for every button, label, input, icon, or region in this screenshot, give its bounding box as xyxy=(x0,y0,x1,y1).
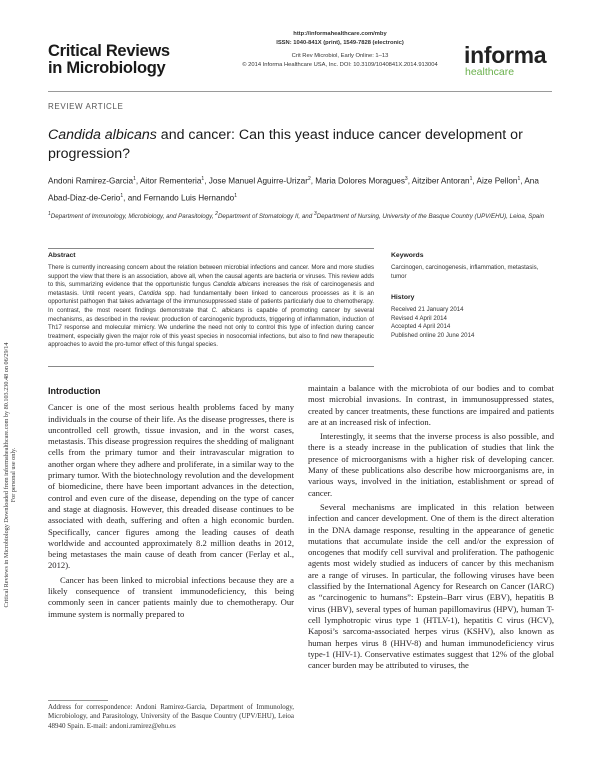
correspondence-address: Address for correspondence: Andoni Ramirez-Garcia, Department of Immunology, Microbiology, and Parasitology, University of the Basque Country (UPV/EHU), Leioa 48940 Spain. E-mail: andoni.ramirez@ehu.es xyxy=(48,703,294,730)
informa-logo xyxy=(464,44,554,78)
publisher-name: informa xyxy=(464,42,547,68)
keywords-heading: Keywords xyxy=(391,252,424,259)
publisher-sub: healthcare xyxy=(465,66,515,78)
journal-name xyxy=(48,43,170,77)
abstract-heading: Abstract xyxy=(48,252,76,259)
issn: ISSN: 1040-841X (print), 1549-7828 (electronic) xyxy=(276,40,404,46)
body-paragraph: Cancer is one of the most serious health problems faced by many individuals in the course of their life. As the disease progresses, there is uncontrolled cell growth, tissue invasion, and in the worst cases, metastasis. This disease progression requires the shedding of malignant cells from the primary tumor and their intravascular migration to another organ where they adhere and proliferate, in a similar way to the primary tumor. With the biotechnology revolution and the development of biomedicine, there have been important advances in the detection, control and even cure of the disease, depending on the type of cancer and stage at diagnosis. However, this dreaded disease continues to be associated with death, suffering and often a high economic burden. Specifically, cancer figures among the leading causes of death worldwide and accounted approximately 8.2 million deaths in 2012, being metastases the main cause of death from cancer (Ferlay et al., 2012). xyxy=(48,402,294,571)
publication-metadata xyxy=(240,30,440,70)
body-paragraph: Several mechanisms are implicated in this relation between infection and cancer development. One of them is the direct alteration in the DNA damage response, resulting in the appearance of genetic mutations that accumulate inside the cell and/or the expression of oncogenes that modify cell survival and proliferation. The pathogenic agents most widely studied as inducers of cancer by this mechanism are a range of viruses. In particular, the following viruses have been classified by the International Agency for Research on Cancer (IARC) as “carcinogenic to humans”: Epstein–Barr virus (EBV), hepatitis B virus (HBV), several types of human papillomavirus (HPV), human T-cell lymphotropic virus type 1 (HTLV-1), hepatitis C virus (HCV), Kaposi’s sarcoma-associated herpes virus (KSHV), also known as human herpes virus 8 (HHV-8) and human immunodeficiency virus type-1 (HIV-1). Conservative estimates suggest that 12% of the global cancer burden may be attributed to viruses, the xyxy=(308,501,554,671)
journal-url[interactable]: http://informahealthcare.com/mby xyxy=(293,31,387,37)
body-paragraph: Cancer has been linked to microbial infections because they are a likely consequence of transient immunodeficiency, this being commonly seen in cancer patients mainly due to chemotherapy. Our immune system is normally prepared to xyxy=(48,574,294,619)
title-species: Candida albicans xyxy=(48,127,157,143)
body-column-right xyxy=(308,383,554,671)
body-paragraph: maintain a balance with the microbiota of our bodies and to combat most microbial invasions. In contrast, in immunosuppressed states, created by cancer treatments, these functions are impaired and patients are at an increased risk of infection. xyxy=(308,383,554,427)
intro-heading: Introduction xyxy=(48,386,101,396)
history-revised: Revised 4 April 2014 xyxy=(391,314,447,322)
author-list: Andoni Ramirez-Garcia$^1$, Aitor Rementeria$^1$, Jose Manuel Aguirre-Urizar$^2$, Maria Dolores Moragues$^3$, Aitziber Antoran$^1$, Aize Pellon$^1$, Ana Abad-Diaz-de-Cerio$^1$, and Fernando Luis Hernando$^1$ xyxy=(48,176,539,203)
history-list xyxy=(391,306,551,340)
history-accepted: Accepted 4 April 2014 xyxy=(391,323,451,331)
download-watermark xyxy=(0,280,20,670)
history-heading: History xyxy=(391,294,415,301)
citation: Crit Rev Microbiol, Early Online: 1–13 xyxy=(291,53,389,59)
copyright-doi: © 2014 Informa Healthcare USA, Inc. DOI: 10.3109/1040841X.2014.913004 xyxy=(242,62,438,68)
affiliations: $^1$Department of Immunology, Microbiology, and Parasitology, $^2$Department of Stomatology II, and $^3$Department of Nursing, University of the Basque Country (UPV/EHU), Leioa, Spain xyxy=(48,211,545,221)
journal-name-line-1: Critical Reviews xyxy=(48,42,170,60)
article-type: REVIEW ARTICLE xyxy=(48,102,124,111)
footnote-rule xyxy=(48,700,108,701)
history-published: Published online 20 June 2014 xyxy=(391,331,475,339)
journal-name-line-2: in Microbiology xyxy=(48,59,166,77)
header-rule xyxy=(48,91,552,92)
history-received: Received 21 January 2014 xyxy=(391,306,464,313)
article-title xyxy=(48,126,552,164)
watermark-line-2: For personal use only. xyxy=(9,447,17,503)
body-paragraph: Interestingly, it seems that the inverse process is also possible, and there is a steady increase in the publication of studies that link the presence of microorganisms with a higher risk of developing cancer. Many of these publications also describe how microorganisms are, in various ways, involved in the initiation, establishment or spread of cancer. xyxy=(308,431,554,498)
keywords-text: Carcinogen, carcinogenesis, inflammation, metastasis, tumor xyxy=(391,264,539,280)
title-rest: and cancer: Can this yeast induce cancer development or progression? xyxy=(48,127,523,162)
body-column-left xyxy=(48,382,294,620)
abstract-text: There is currently increasing concern about the relation between microbial infections and cancer. More and more studies support the view that there is an association, above all, when the causal agents are bacteria or viruses. This review adds to this, summarizing evidence that the opportunistic fungus Candida albicans increases the risk of carcinogenesis and metastasis. Until recent years, Candida spp. had fundamentally been linked to cancerous processes as it is an opportunist pathogen that takes advantage of the immunosuppressed state of patients particularly due to chemotherapy. In contrast, the most recent findings demonstrate that C. albicans is capable of promoting cancer by several mechanisms, as described in the review: production of carcinogenic byproducts, triggering of inflammation, induction of Th17 response and molecular mimicry. We underline the need not only to control this type of infection during cancer treatment, especially given the major role of this yeast species in nosocomial infections, but also to find new therapeutic approaches to avoid the pro-tumor effect of this fungal species. xyxy=(48,264,374,349)
watermark-line-1: Critical Reviews in Microbiology Downloaded from informahealthcare.com by 80.103.230.48 on 06/29/14 xyxy=(2,342,10,608)
